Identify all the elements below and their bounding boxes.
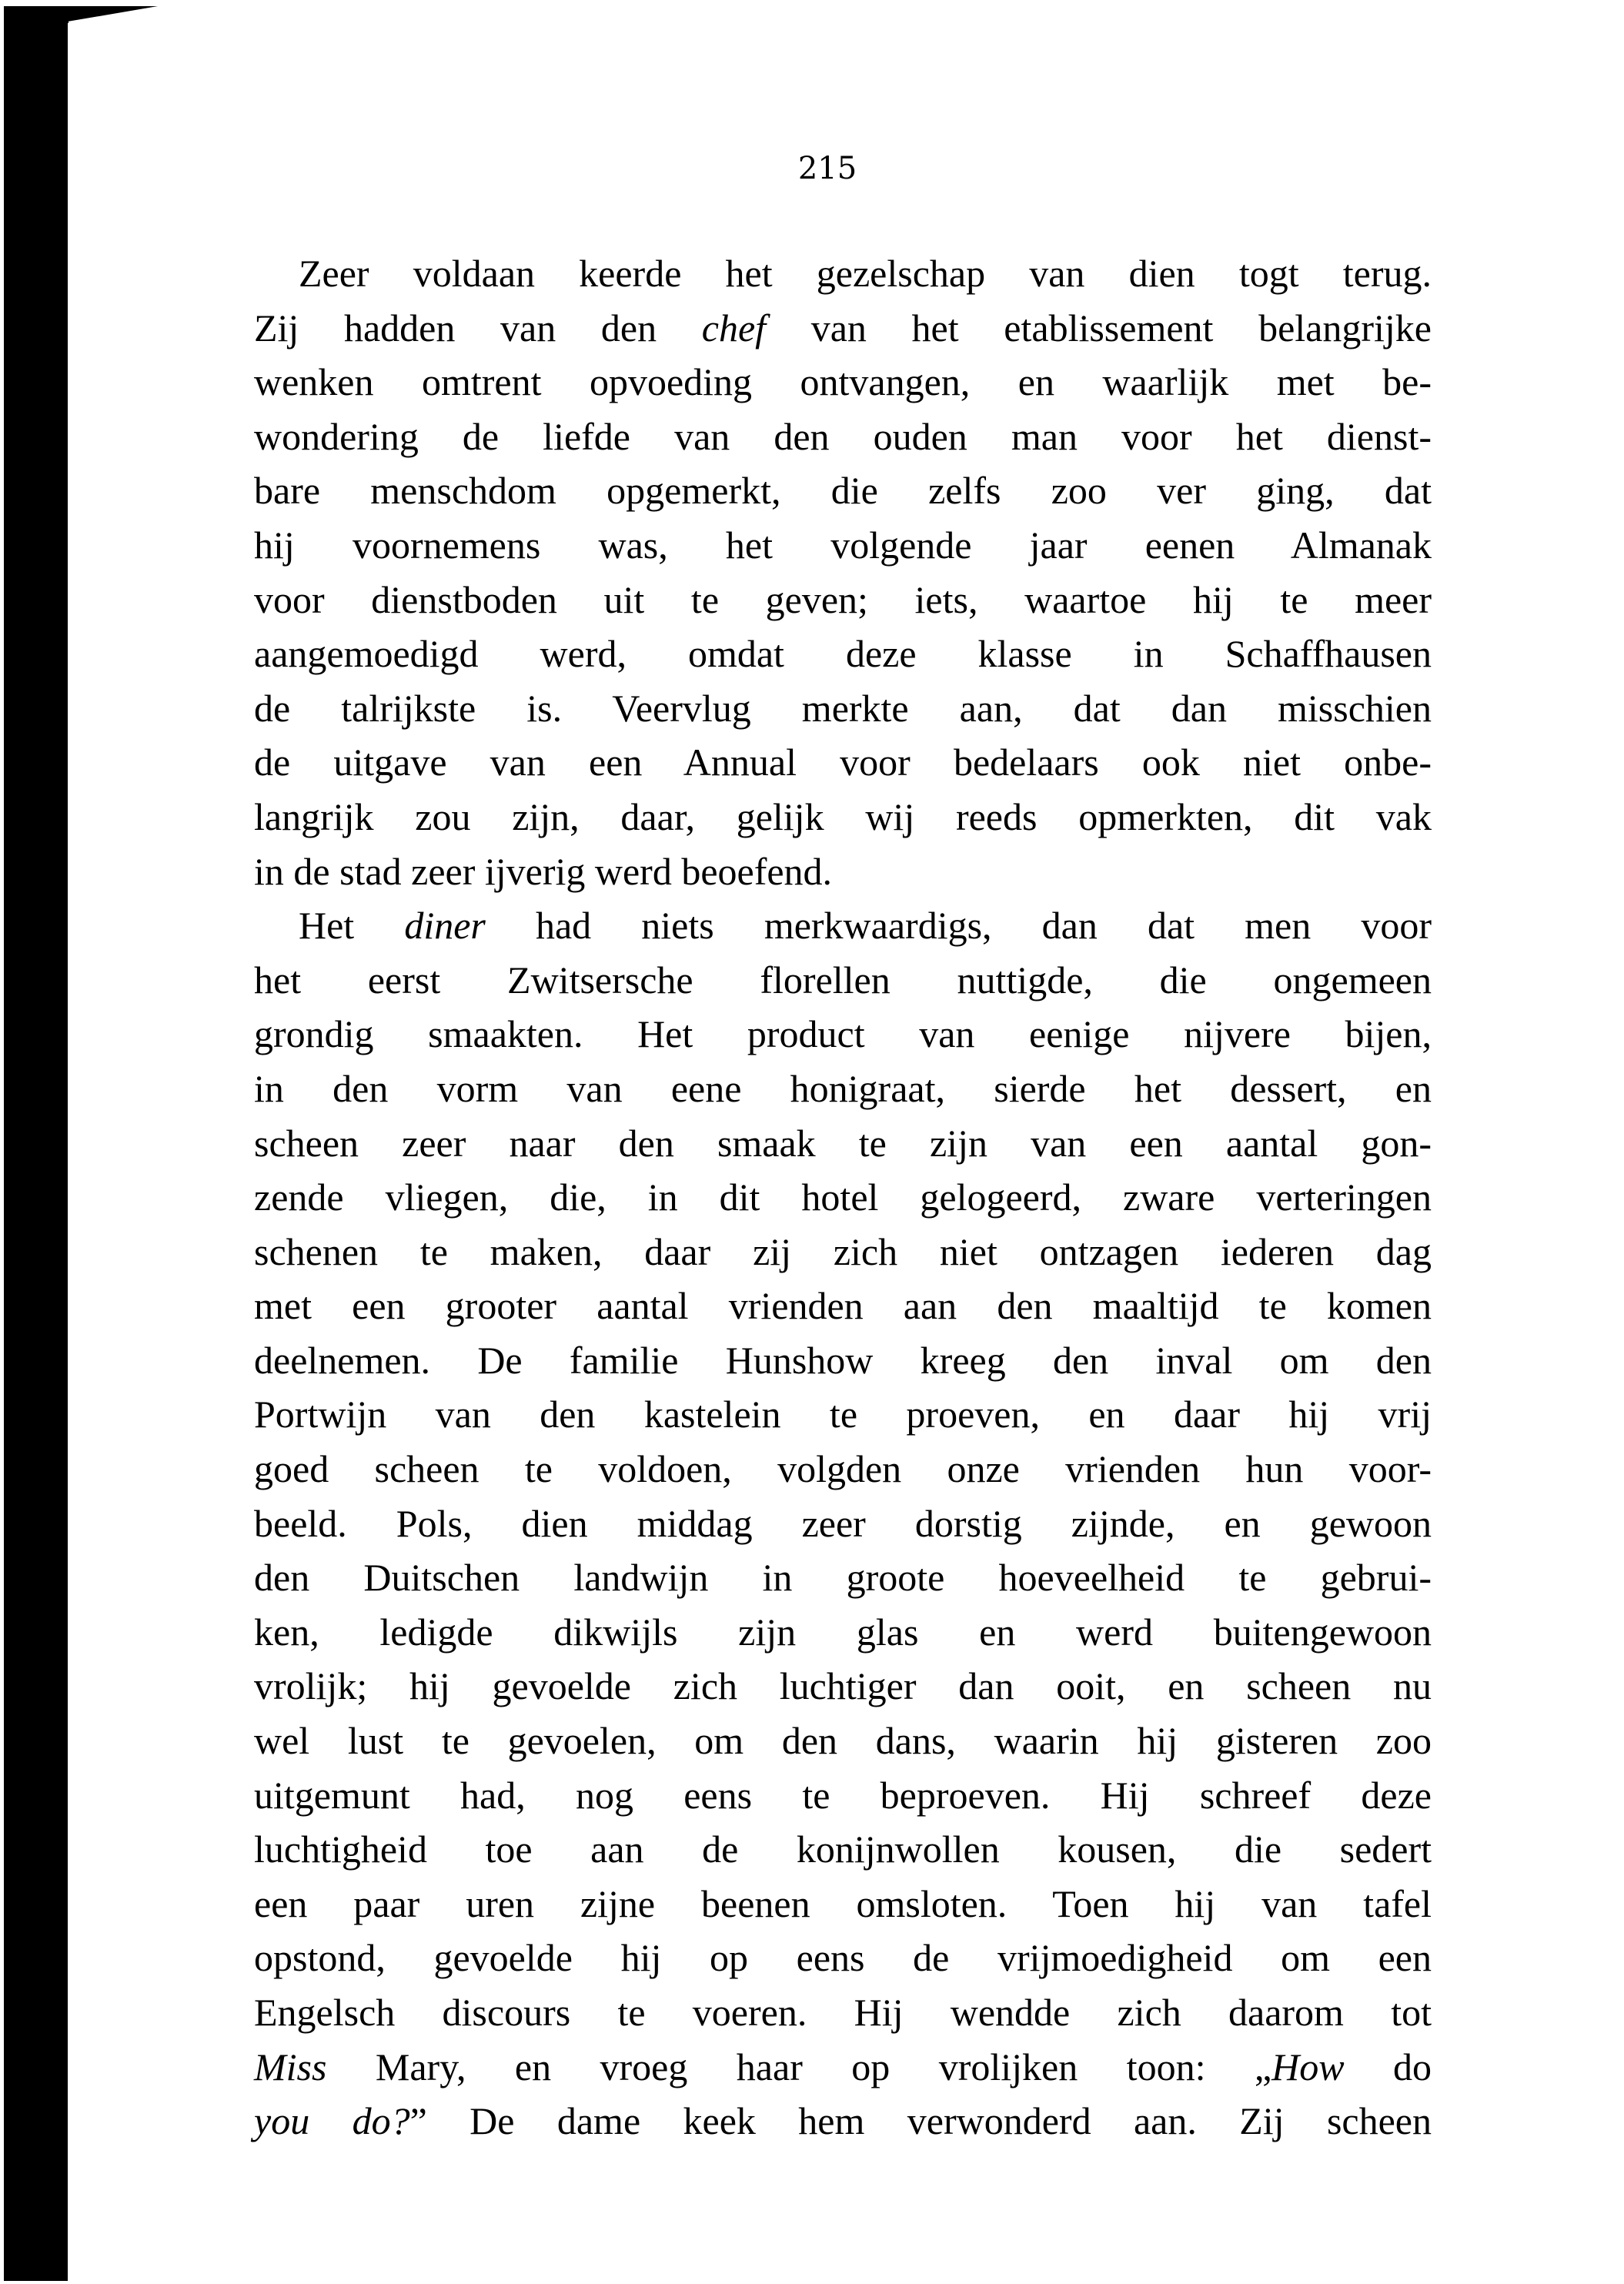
body-text xyxy=(254,246,1432,2149)
text-line xyxy=(254,1985,1432,2040)
text-run: Engelsch discours te voeren. Hij wendde zich daarom tot xyxy=(254,1991,1432,2034)
text-run: had niets merkwaardigs, dan dat men voor xyxy=(485,904,1432,948)
page-number: 215 xyxy=(797,151,857,186)
text-line xyxy=(254,681,1432,736)
text-run: do xyxy=(1344,2045,1432,2088)
text-line xyxy=(254,1496,1432,1551)
text-line xyxy=(254,1714,1432,1768)
text-run: een paar uren zijne beenen omsloten. Toen hij van tafel xyxy=(254,1881,1432,1925)
text-run: wel lust te gevoelen, om den dans, waarin hij gisteren zoo xyxy=(254,1719,1432,1763)
italic-text: Miss xyxy=(254,2045,327,2088)
text-line xyxy=(254,463,1432,518)
text-run: schenen te maken, daar zij zich niet ontzagen iederen dag xyxy=(254,1229,1432,1273)
text-run: Mary, en vroeg haar op vrolijken toon: „ xyxy=(326,2045,1272,2088)
text-line xyxy=(254,790,1432,844)
italic-text: diner xyxy=(404,904,486,948)
text-line xyxy=(254,1062,1432,1116)
text-run: den Duitschen landwijn in groote hoeveelheid te gebrui- xyxy=(254,1556,1432,1600)
text-line xyxy=(254,735,1432,790)
text-run: in den vorm van eene honigraat, sierde het dessert, en xyxy=(254,1066,1432,1110)
text-line xyxy=(254,2094,1432,2149)
text-run: deelnemen. De familie Hunshow kreeg den inval om den xyxy=(254,1338,1432,1382)
text-line xyxy=(254,1333,1432,1388)
text-line xyxy=(254,1550,1432,1605)
text-line xyxy=(254,844,1432,899)
text-line xyxy=(254,1225,1432,1279)
scan-edge-corner xyxy=(4,6,158,23)
text-run: wondering de liefde van den ouden man voor het dienst- xyxy=(254,414,1432,458)
text-line xyxy=(254,1931,1432,1985)
italic-text: chef xyxy=(701,306,767,349)
text-run: ken, ledigde dikwijls zijn glas en werd buitengewoon xyxy=(254,1610,1432,1654)
text-run: Het xyxy=(299,904,405,948)
text-run: zende vliegen, die, in dit hotel gelogeerd, zware verteringen xyxy=(254,1175,1432,1219)
text-run: luchtigheid toe aan de konijnwollen kousen, die sedert xyxy=(254,1828,1432,1871)
text-run: wenken omtrent opvoeding ontvangen, en waarlijk met be- xyxy=(254,360,1432,404)
text-line xyxy=(254,1659,1432,1714)
text-line xyxy=(254,1822,1432,1877)
text-line xyxy=(254,1387,1432,1442)
text-run: in de stad zeer ijverig werd beoefend. xyxy=(254,849,833,893)
text-line xyxy=(254,1007,1432,1062)
text-run: de uitgave van een Annual voor bedelaars ook niet onbe- xyxy=(254,741,1432,784)
italic-text: you do? xyxy=(254,2099,410,2143)
text-line xyxy=(254,246,1432,301)
italic-text: How xyxy=(1271,2045,1345,2088)
text-line xyxy=(254,1279,1432,1333)
text-line xyxy=(254,627,1432,681)
text-run: de talrijkste is. Veervlug merkte aan, dat dan misschien xyxy=(254,686,1432,730)
text-run: van het etablissement belangrijke xyxy=(766,306,1432,349)
text-line xyxy=(254,1170,1432,1225)
text-run: langrijk zou zijn, daar, gelijk wij reeds opmerkten, dit vak xyxy=(254,794,1432,838)
text-line xyxy=(254,898,1432,953)
text-line xyxy=(254,1605,1432,1660)
text-line xyxy=(254,1442,1432,1496)
text-run: grondig smaakten. Het product van eenige nijvere bijen, xyxy=(254,1012,1432,1056)
text-run: ” De dame keek hem verwonderd aan. Zij scheen xyxy=(409,2099,1432,2143)
text-line xyxy=(254,573,1432,627)
text-run: vrolijk; hij gevoelde zich luchtiger dan ooit, en scheen nu xyxy=(254,1664,1432,1708)
text-run: aangemoedigd werd, omdat deze klasse in Schaffhausen xyxy=(254,632,1432,676)
text-line xyxy=(254,301,1432,356)
text-run: met een grooter aantal vrienden aan den maaltijd te komen xyxy=(254,1284,1432,1328)
text-run: goed scheen te voldoen, volgden onze vrienden hun voor- xyxy=(254,1447,1432,1491)
text-line xyxy=(254,2040,1432,2095)
text-run: beeld. Pols, dien middag zeer dorstig zijnde, en gewoon xyxy=(254,1501,1432,1545)
text-run: Zij hadden van den xyxy=(254,306,702,349)
text-line xyxy=(254,518,1432,573)
text-run: Zeer voldaan keerde het gezelschap van dien togt terug. xyxy=(299,252,1432,295)
text-run: het eerst Zwitsersche florellen nuttigde, die ongemeen xyxy=(254,958,1432,1002)
text-run: uitgemunt had, nog eens te beproeven. Hij schreef deze xyxy=(254,1773,1432,1817)
text-line xyxy=(254,1116,1432,1171)
text-run: hij voornemens was, het volgende jaar eenen Almanak xyxy=(254,523,1432,567)
text-line xyxy=(254,953,1432,1008)
text-line xyxy=(254,1768,1432,1823)
scan-edge-bar xyxy=(4,6,68,2281)
text-line xyxy=(254,410,1432,464)
text-run: scheen zeer naar den smaak te zijn van een aantal gon- xyxy=(254,1121,1432,1165)
text-run: voor dienstboden uit te geven; iets, waartoe hij te meer xyxy=(254,577,1432,621)
text-line xyxy=(254,355,1432,410)
text-line xyxy=(254,1877,1432,1931)
text-run: opstond, gevoelde hij op eens de vrijmoedigheid om een xyxy=(254,1936,1432,1980)
text-run: bare menschdom opgemerkt, die zelfs zoo ver ging, dat xyxy=(254,469,1432,513)
text-run: Portwijn van den kastelein te proeven, en daar hij vrij xyxy=(254,1393,1432,1436)
